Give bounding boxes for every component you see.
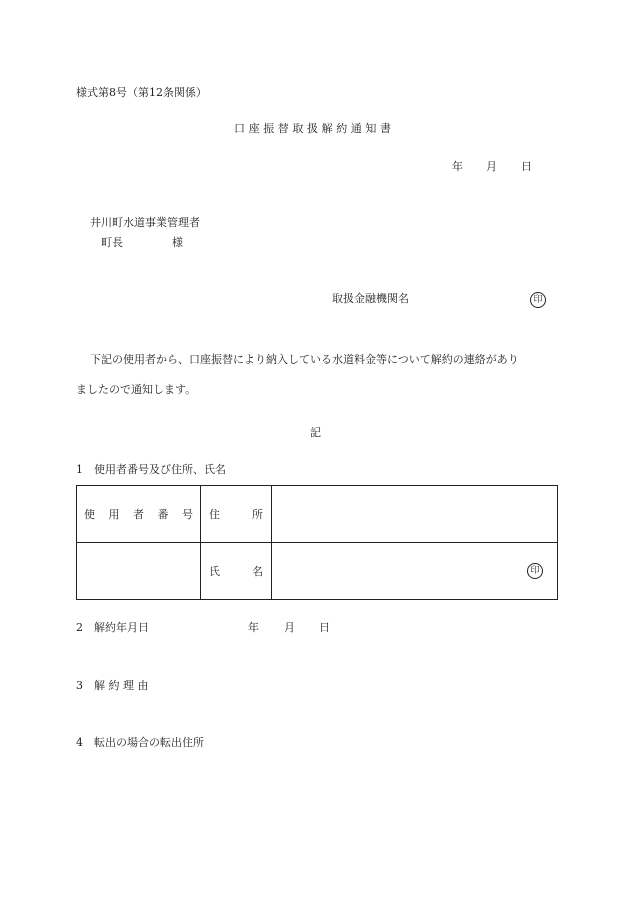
- address-value-cell: [272, 486, 558, 543]
- user-info-table: [76, 485, 558, 600]
- section-1-heading: 1 使用者番号及び住所、氏名: [76, 463, 226, 476]
- form-number: 様式第8号（第12条関係）: [76, 86, 207, 99]
- addressee-mayor: 町長: [101, 236, 123, 249]
- address-label-char: 所: [252, 508, 263, 521]
- sender-label: 取扱金融機関名: [332, 292, 409, 305]
- name-label-cell: [201, 543, 272, 600]
- section-2-year: 年: [248, 621, 259, 634]
- date-day: 日: [521, 160, 532, 173]
- document-title: 口座振替取扱解約通知書: [234, 122, 395, 135]
- name-label-char: 名: [252, 565, 263, 578]
- user-number-label-char: 番: [157, 508, 169, 521]
- date-month: 月: [486, 160, 497, 173]
- section-4-heading: 4 転出の場合の転出住所: [76, 736, 204, 749]
- table-row: [77, 486, 558, 543]
- section-2-month: 月: [284, 621, 295, 634]
- body-line-2: ましたので通知します。: [76, 383, 197, 396]
- sender-seal-mark: 印: [530, 292, 546, 308]
- section-2-day: 日: [319, 621, 330, 634]
- name-value-cell: [272, 543, 558, 600]
- user-number-label-char: 用: [108, 508, 120, 521]
- user-number-label-char: 号: [182, 508, 193, 521]
- user-number-label-cell: [77, 486, 201, 543]
- address-label-char: 住: [209, 508, 220, 521]
- date-year: 年: [452, 160, 463, 173]
- user-number-label-char: 者: [133, 508, 144, 521]
- addressee-org: 井川町水道事業管理者: [90, 216, 200, 229]
- addressee-honorific: 様: [172, 236, 183, 249]
- ki-heading: 記: [310, 426, 321, 439]
- user-number-value-cell: [77, 543, 201, 600]
- section-2-heading: 2 解約年月日: [76, 621, 149, 634]
- name-seal-mark: 印: [527, 563, 543, 579]
- section-3-heading: 3 解 約 理 由: [76, 679, 149, 692]
- body-line-1: 下記の使用者から、口座振替により納入している水道料金等について解約の連絡があり: [90, 353, 519, 366]
- user-number-label-char: 使: [84, 508, 95, 521]
- table-row: [77, 543, 558, 600]
- name-label-char: 氏: [209, 565, 220, 578]
- address-label-cell: [201, 486, 272, 543]
